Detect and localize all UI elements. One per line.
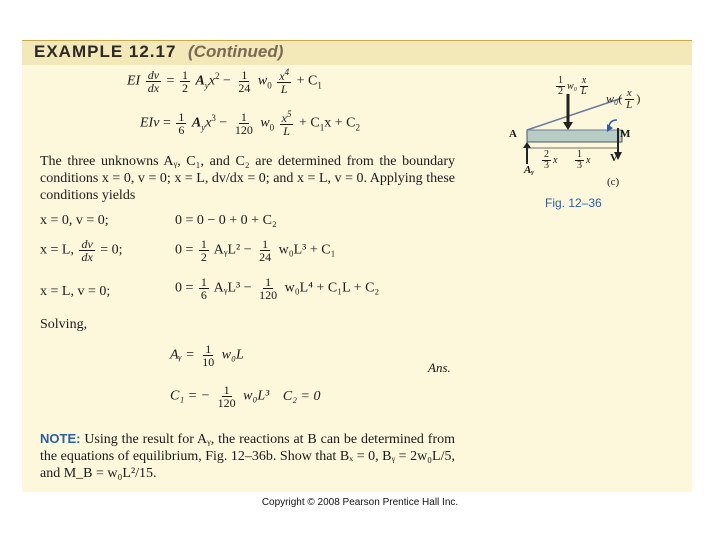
bc-row-2-result: 0 = $\frac{1}{2}$ AᵧL² − $\frac{1}{24}$ w₀L³ + C₁ xyxy=(175,237,336,264)
answer-marker: Ans. xyxy=(428,360,451,375)
bc-row-1-result: 0 = 0 − 0 + 0 + C₂ xyxy=(175,213,277,228)
example-title: EXAMPLE 12.17 xyxy=(34,42,177,61)
solution-c1-c2: C₁ = − $\frac{1}{120}$ w₀L³ C₂ = 0 xyxy=(170,383,321,410)
bc-row-1-condition: x = 0, v = 0; xyxy=(40,213,109,228)
note-label: NOTE: xyxy=(40,431,81,446)
bc-row-3-condition: x = L, v = 0; xyxy=(40,284,111,299)
resultant-load-label: $\frac{1}{2}$ w₀ $\frac{x}{L}$ xyxy=(558,75,587,97)
dimension-label-2: $\frac{1}{3}$ x xyxy=(577,149,591,171)
dimension-label-1: $\frac{2}{3}$ x xyxy=(544,149,558,171)
note-text: Using the result for Aᵧ, the reactions at B can be determined from the equations of equilibrium, Fig. 12–36b. Show that Bₓ = 0, Bᵧ = 2w₀L/5, and M_B = w₀L²/15. xyxy=(40,432,456,481)
figure-caption: Fig. 12–36 xyxy=(545,196,602,210)
solving-label: Solving, xyxy=(40,317,88,332)
subfigure-label: (c) xyxy=(607,176,620,188)
copyright-footer: Copyright © 2008 Pearson Prentice Hall Inc. xyxy=(261,497,459,508)
bc-row-3-result: 0 = $\frac{1}{6}$ AᵧL³ − $\frac{1}{120}$ w₀L⁴ + C₁L + C₂ xyxy=(175,275,380,302)
moment-label: M xyxy=(620,128,631,140)
load-intensity-label: w₀( $\frac{x}{L}$ ) xyxy=(606,87,641,111)
solution-ay: Aᵧ = $\frac{1}{10}$ w₀L xyxy=(170,342,244,369)
equation-slope: EI $\frac{dv}{dx}$ = $\frac{1}{2}$ $A_yx^2$ − $\frac{1}{24}$ $w_0$ $\frac{x^4}{L}$ + $C_1$ xyxy=(127,67,322,96)
shear-label: V xyxy=(610,152,618,164)
note-paragraph xyxy=(40,430,455,482)
beam-segment xyxy=(527,130,622,142)
point-a-label: A xyxy=(509,128,517,140)
boundary-conditions-paragraph: The three unknowns Aᵧ, C₁, and C₂ are determined from the boundary conditions x = 0, v = 0; x = L, dv/dx = 0; and x = L, v = 0. Applying these conditions yields xyxy=(40,154,455,203)
example-continued: (Continued) xyxy=(188,42,284,61)
bc-row-2-condition: x = L, $\frac{dv}{dx}$ = 0; xyxy=(40,237,123,264)
equation-deflection: EIv = $\frac{1}{6}$ $A_yx^3$ − $\frac{1}{120}$ $w_0$ $\frac{x^5}{L}$ + $C_1x + C_2$ xyxy=(140,109,360,138)
reaction-ay-label: Aᵧ xyxy=(524,164,535,176)
